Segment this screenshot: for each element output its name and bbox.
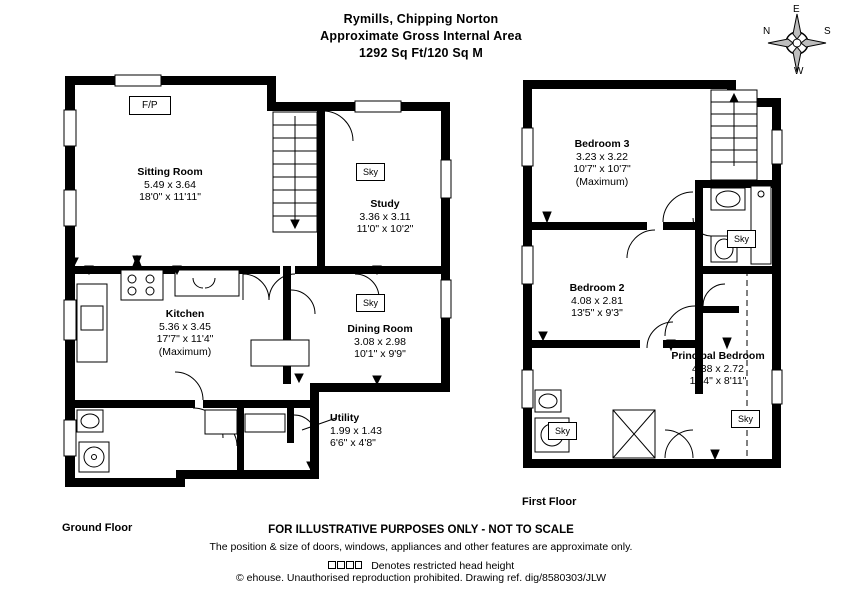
footer-disclaimer-note: The position & size of doors, windows, appliances and other features are approximate only. bbox=[209, 541, 633, 553]
room-name: Kitchen bbox=[165, 308, 205, 320]
plan-title-line3 bbox=[0, 46, 842, 60]
room-metric: 4.08 x 2.81 bbox=[571, 294, 623, 307]
room-label-utility bbox=[330, 412, 430, 450]
room-name: Bedroom 2 bbox=[569, 282, 625, 294]
room-name: Bedroom 3 bbox=[574, 138, 630, 150]
first-floor-label: First Floor bbox=[522, 496, 577, 508]
sky-marker-ensuite: Sky bbox=[548, 422, 577, 440]
property-title: Rymills, Chipping Norton bbox=[343, 12, 499, 26]
plan-title-line1 bbox=[0, 12, 842, 26]
compass-label-e: E bbox=[793, 4, 800, 15]
room-imperial: 6'6" x 4'8" bbox=[330, 437, 376, 449]
room-imperial: 11'0" x 10'2" bbox=[356, 223, 414, 235]
room-imperial: 18'0" x 11'11" bbox=[139, 191, 201, 203]
area-caption: Approximate Gross Internal Area bbox=[320, 29, 522, 43]
restricted-legend-text: Denotes restricted head height bbox=[371, 559, 515, 572]
room-metric: 5.49 x 3.64 bbox=[144, 178, 196, 191]
sky-marker-dining: Sky bbox=[356, 294, 385, 312]
room-metric: 1.99 x 1.43 bbox=[330, 424, 382, 437]
area-value: 1292 Sq Ft/120 Sq M bbox=[359, 46, 483, 60]
room-name: Principal Bedroom bbox=[671, 350, 765, 362]
room-imperial: 10'7" x 10'7" bbox=[573, 163, 631, 175]
room-metric: 3.23 x 3.22 bbox=[576, 150, 628, 163]
room-name: Utility bbox=[330, 412, 360, 424]
plan-title-line2 bbox=[0, 29, 842, 43]
fireplace-marker: F/P bbox=[129, 96, 171, 115]
compass-label-s: S bbox=[824, 26, 831, 37]
room-imperial: 14'4" x 8'11" bbox=[689, 375, 747, 387]
room-name: Dining Room bbox=[347, 323, 413, 335]
room-imperial: 13'5" x 9'3" bbox=[571, 307, 623, 319]
room-label-principal-bedroom bbox=[648, 350, 788, 388]
room-label-bedroom-3 bbox=[542, 138, 662, 188]
compass-label-n: N bbox=[763, 26, 771, 37]
room-label-kitchen bbox=[125, 308, 245, 358]
sky-marker-landing: Sky bbox=[727, 230, 756, 248]
room-metric: 5.36 x 3.45 bbox=[159, 320, 211, 333]
compass-rose bbox=[762, 4, 832, 78]
room-name: Study bbox=[370, 198, 400, 210]
sky-marker-principal: Sky bbox=[731, 410, 760, 428]
room-metric: 3.36 x 3.11 bbox=[359, 210, 411, 223]
room-note: (Maximum) bbox=[575, 175, 629, 188]
compass-label-w: W bbox=[794, 66, 804, 77]
room-label-dining-room bbox=[320, 323, 440, 361]
sky-marker-study: Sky bbox=[356, 163, 385, 181]
room-metric: 3.08 x 2.98 bbox=[354, 335, 406, 348]
footer-disclaimer-title: FOR ILLUSTRATIVE PURPOSES ONLY - NOT TO SCALE bbox=[268, 524, 574, 536]
ground-floor-label: Ground Floor bbox=[62, 522, 133, 534]
room-label-study bbox=[330, 198, 440, 236]
room-name: Sitting Room bbox=[137, 166, 203, 178]
restricted-legend-swatch bbox=[328, 561, 362, 570]
room-metric: 4.38 x 2.72 bbox=[692, 362, 744, 375]
room-label-bedroom-2 bbox=[537, 282, 657, 320]
room-imperial: 10'1" x 9'9" bbox=[354, 348, 406, 360]
footer-copyright: © ehouse. Unauthorised reproduction prohibited. Drawing ref. dig/8580303/JLW bbox=[235, 572, 606, 584]
room-label-sitting-room bbox=[110, 166, 230, 204]
room-imperial: 17'7" x 11'4" bbox=[156, 333, 214, 345]
room-note: (Maximum) bbox=[158, 345, 212, 358]
utility-leader-line bbox=[300, 410, 340, 432]
